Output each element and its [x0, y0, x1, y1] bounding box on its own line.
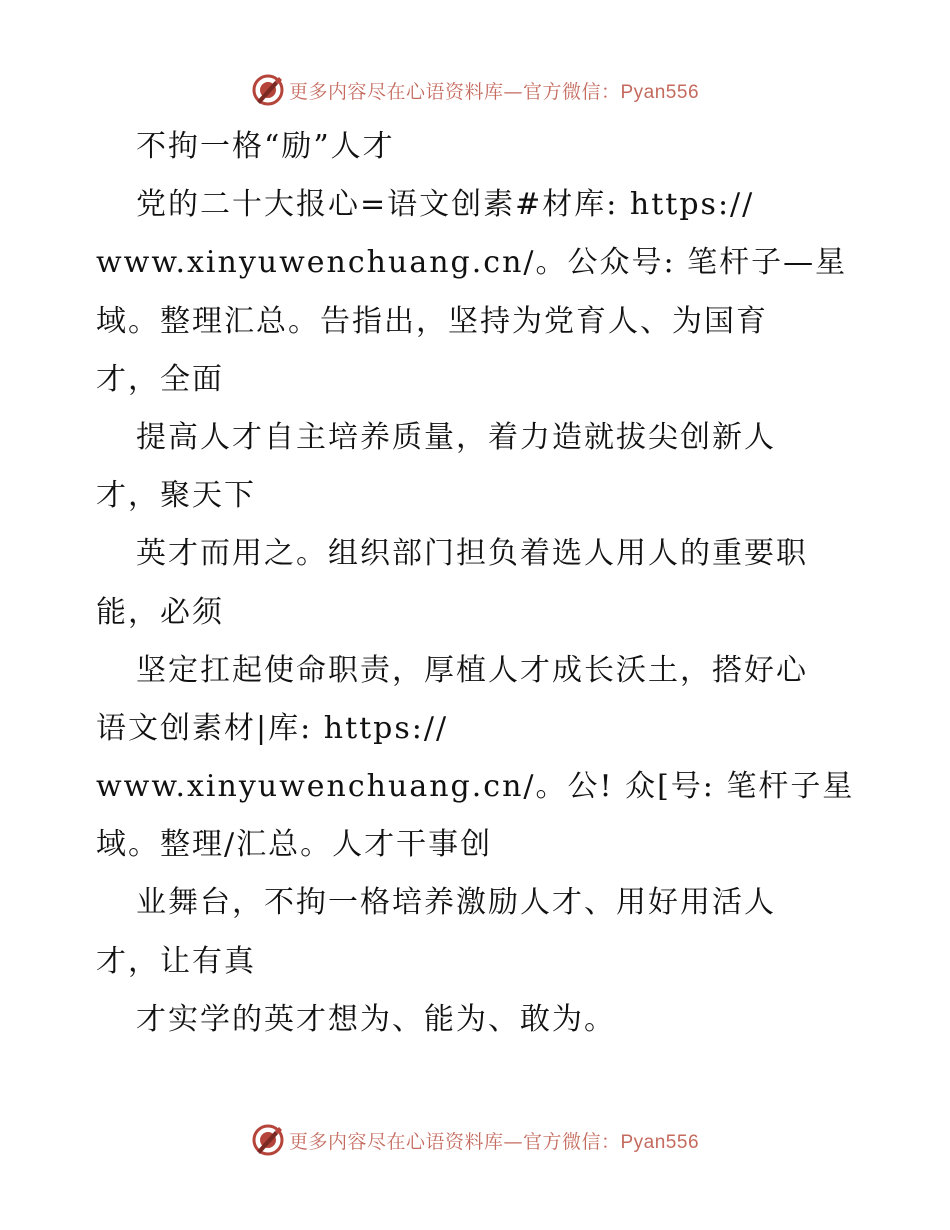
text-line: www.xinyuwenchuang.cn/。公众号: 笔杆子—星 [96, 245, 848, 281]
header-banner [0, 70, 950, 110]
document-body [96, 118, 856, 1049]
pen-logo-icon [251, 73, 285, 107]
footer-banner-label: 更多内容尽在心语资料库—官方微信： [288, 1130, 621, 1153]
header-banner-text [289, 77, 699, 104]
pen-logo-icon [251, 1123, 285, 1157]
text-line: 才，全面 [96, 361, 224, 397]
text-line: 提高人才自主培养质量，着力造就拔尖创新人 [136, 419, 776, 455]
header-banner-wechat: Pyan556 [620, 81, 700, 103]
header-banner-label: 更多内容尽在心语资料库—官方微信： [288, 80, 621, 103]
footer-banner-text [289, 1127, 699, 1154]
text-line: 域。整理汇总。告指出，坚持为党育人、为国育 [96, 303, 768, 339]
text-line: 能，必须 [96, 594, 224, 630]
text-line: 英才而用之。组织部门担负着选人用人的重要职 [136, 536, 808, 572]
text-line: 党的二十大报心=语文创素#材库: https:// [136, 187, 755, 223]
document-title: 不拘一格“励”人才 [136, 129, 395, 164]
text-line: 才，聚天下 [96, 478, 256, 514]
text-line: 坚定扛起使命职责，厚植人才成长沃土，搭好心 [136, 652, 808, 688]
text-line: www.xinyuwenchuang.cn/。公! 众[号: 笔杆子星 [96, 769, 855, 805]
text-line: 才实学的英才想为、能为、敢为。 [136, 1001, 616, 1037]
text-line: 业舞台，不拘一格培养激励人才、用好用活人 [136, 885, 776, 921]
text-line: 才，让有真 [96, 943, 256, 979]
text-line: 域。整理/汇总。人才干事创 [96, 827, 493, 863]
footer-banner-wechat: Pyan556 [620, 1131, 700, 1153]
text-line: 语文创素材|库: https:// [96, 710, 449, 746]
footer-banner [0, 1120, 950, 1160]
